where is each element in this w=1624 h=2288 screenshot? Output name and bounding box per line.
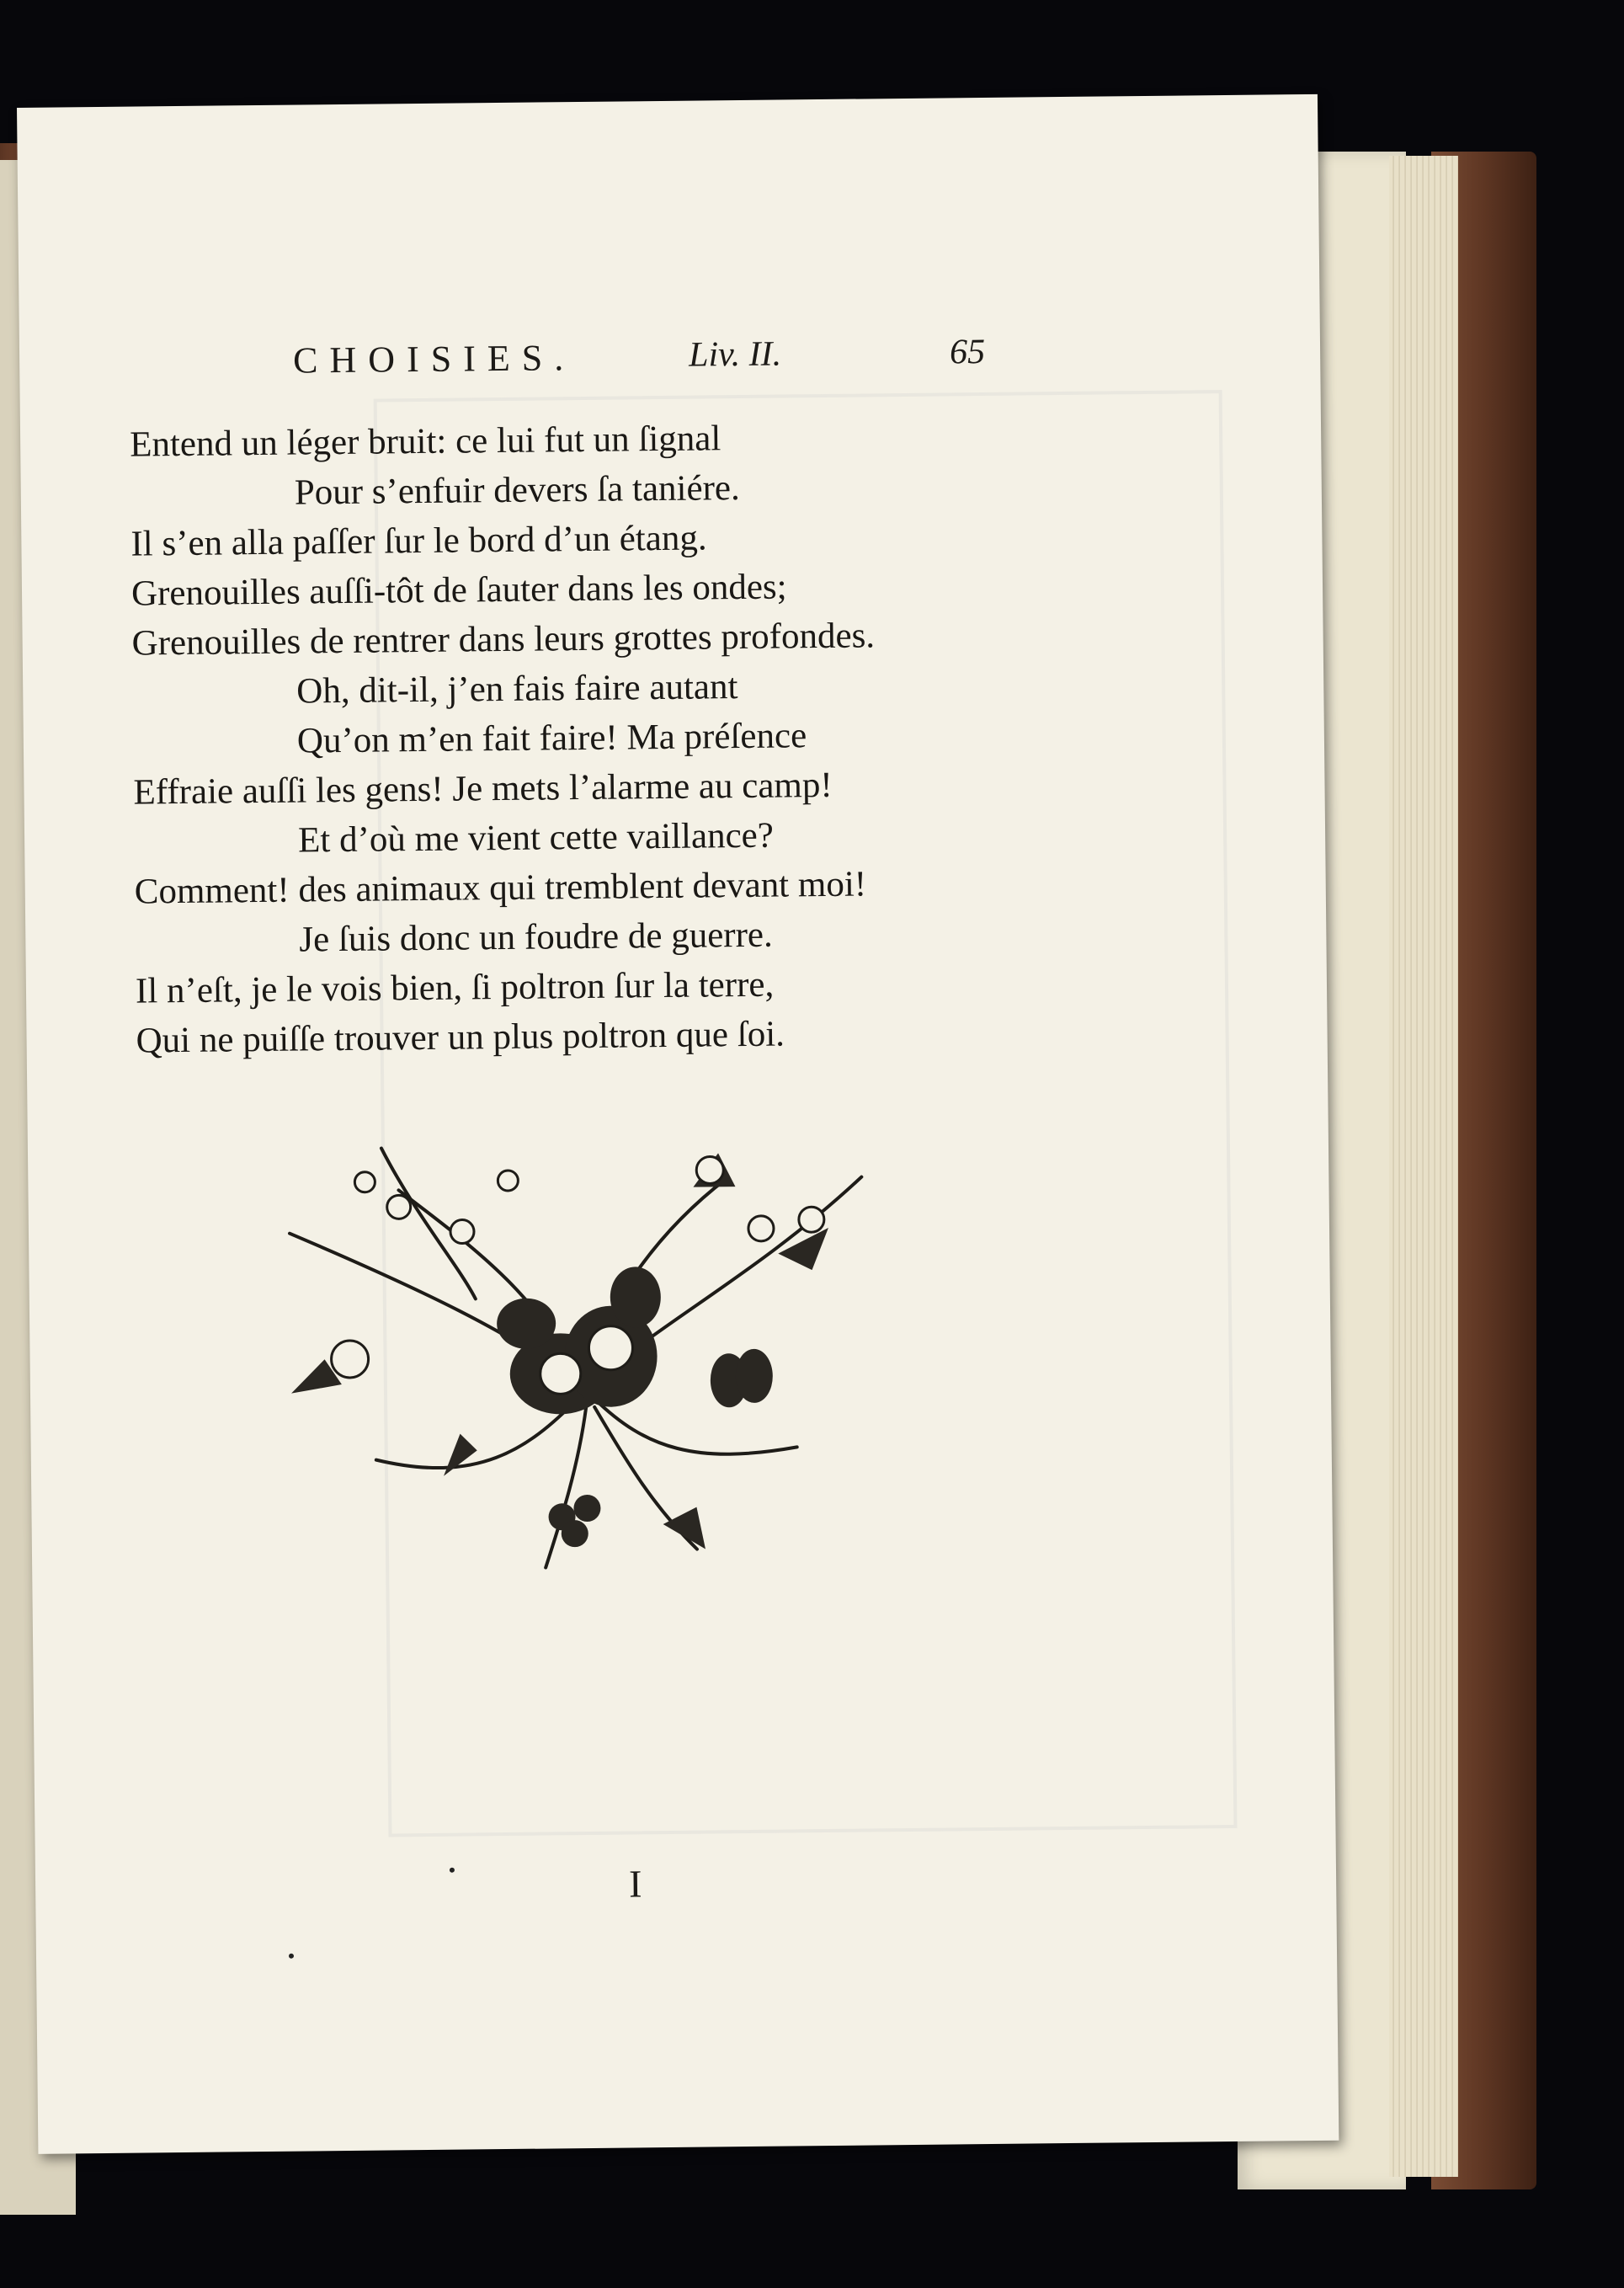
verse-line: Oh, dit-il, j’en fais faire autant — [296, 667, 738, 712]
verse-line: Grenouilles auſſi-tôt de ſauter dans les ondes; — [130, 567, 787, 614]
verse-line: Comment! des animaux qui tremblent devant moi! — [134, 864, 867, 912]
verse-line: Qui ne puiſſe trouver un plus poltron que ſoi. — [136, 1014, 785, 1061]
page-edges — [1389, 156, 1458, 2177]
verse-line: Je ſuis donc un foudre de guerre. — [299, 915, 773, 960]
verse-line: Pour s’enfuir devers ſa taniére. — [294, 468, 740, 513]
running-title: CHOISIES. — [292, 337, 576, 381]
verse-line: Il n’eſt, je le vois bien, ſi poltron ſur la terre, — [135, 964, 775, 1011]
page-header — [293, 331, 1052, 389]
floral-bouquet-woodcut-icon — [255, 1126, 934, 1587]
verse-line: Grenouilles de rentrer dans leurs grottes profondes. — [131, 616, 876, 664]
verse-line: Qu’on m’en fait faire! Ma préſence — [296, 716, 807, 761]
page-number: 65 — [949, 332, 986, 372]
verse-line: Entend un léger bruit: ce lui fut un ſignal — [129, 419, 721, 465]
book-reference: Liv. II. — [688, 334, 782, 375]
book-page — [17, 94, 1339, 2154]
verse-line: Et d’où me vient cette vaillance? — [297, 815, 775, 861]
poem-text — [130, 410, 1062, 1065]
ink-speck — [289, 1954, 294, 1959]
verse-line: Effraie auſſi les gens! Je mets l’alarme au camp! — [133, 765, 833, 813]
verse-line: Il s’en alla paſſer ſur le bord d’un étang. — [130, 518, 707, 564]
signature-mark: I — [628, 1862, 642, 1906]
ink-speck — [450, 1868, 455, 1873]
